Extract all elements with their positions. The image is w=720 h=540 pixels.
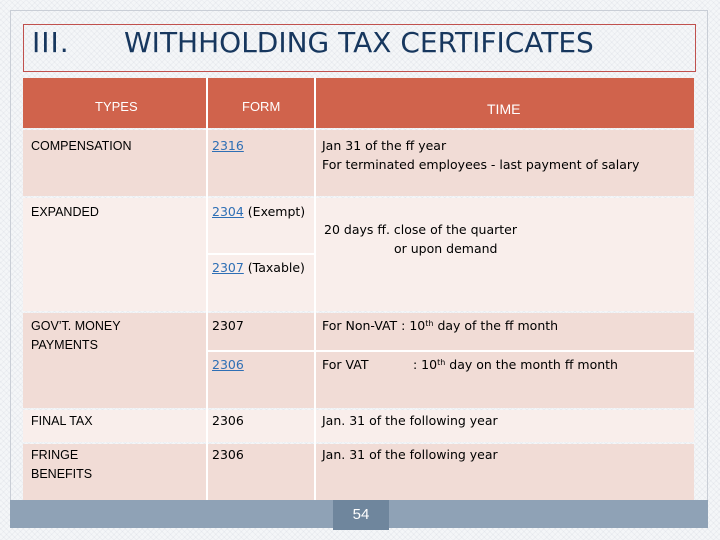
time-fringe: Jan. 31 of the following year — [322, 447, 498, 462]
type-govt-line2: PAYMENTS — [31, 338, 98, 352]
column-divider — [314, 78, 316, 500]
type-compensation: COMPENSATION — [31, 139, 132, 153]
form-2304-link[interactable]: 2304 — [212, 204, 244, 219]
form-2307-cell — [212, 258, 305, 278]
form-2304-note: (Exempt) — [247, 204, 306, 219]
page-number: 54 — [352, 506, 370, 523]
type-fringe-line2: BENEFITS — [31, 467, 93, 481]
type-final-tax: FINAL TAX — [31, 414, 93, 428]
form-2304-cell — [212, 202, 305, 222]
time-expanded-line1: 20 days ff. close of the quarter — [324, 222, 517, 237]
time-final-tax: Jan. 31 of the following year — [322, 413, 498, 428]
header-types: TYPES — [95, 99, 138, 114]
row-expanded — [23, 198, 694, 311]
form-2307-note: (Taxable) — [247, 260, 305, 275]
section-number: III. — [32, 26, 70, 59]
time-vat-label: For VAT — [322, 357, 369, 372]
cell-divider — [208, 350, 694, 352]
form-2307-link[interactable]: 2307 — [212, 260, 244, 275]
slide-title: WITHHOLDING TAX CERTIFICATES — [124, 26, 594, 59]
type-fringe-line1: FRINGE — [31, 448, 79, 462]
type-govt-line1: GOV’T. MONEY — [31, 319, 121, 333]
form-2307-govt: 2307 — [212, 318, 244, 333]
type-expanded: EXPANDED — [31, 205, 99, 219]
header-form: FORM — [242, 99, 281, 114]
form-2316-link[interactable]: 2316 — [212, 138, 244, 153]
time-non-vat: For Non-VAT : 10th day of the ff month — [322, 318, 559, 333]
form-final-tax: 2306 — [212, 413, 244, 428]
form-fringe: 2306 — [212, 447, 244, 462]
time-compensation-line1: Jan 31 of the ff year — [322, 138, 447, 153]
column-divider — [206, 78, 208, 500]
form-2306-link[interactable]: 2306 — [212, 357, 244, 372]
cell-divider — [208, 253, 314, 255]
time-vat: : 10th day on the month ff month — [413, 357, 618, 372]
header-time: TIME — [487, 101, 521, 117]
time-expanded-line2: or upon demand — [394, 241, 498, 256]
time-compensation-line2: For terminated employees - last payment of salary — [322, 157, 640, 172]
